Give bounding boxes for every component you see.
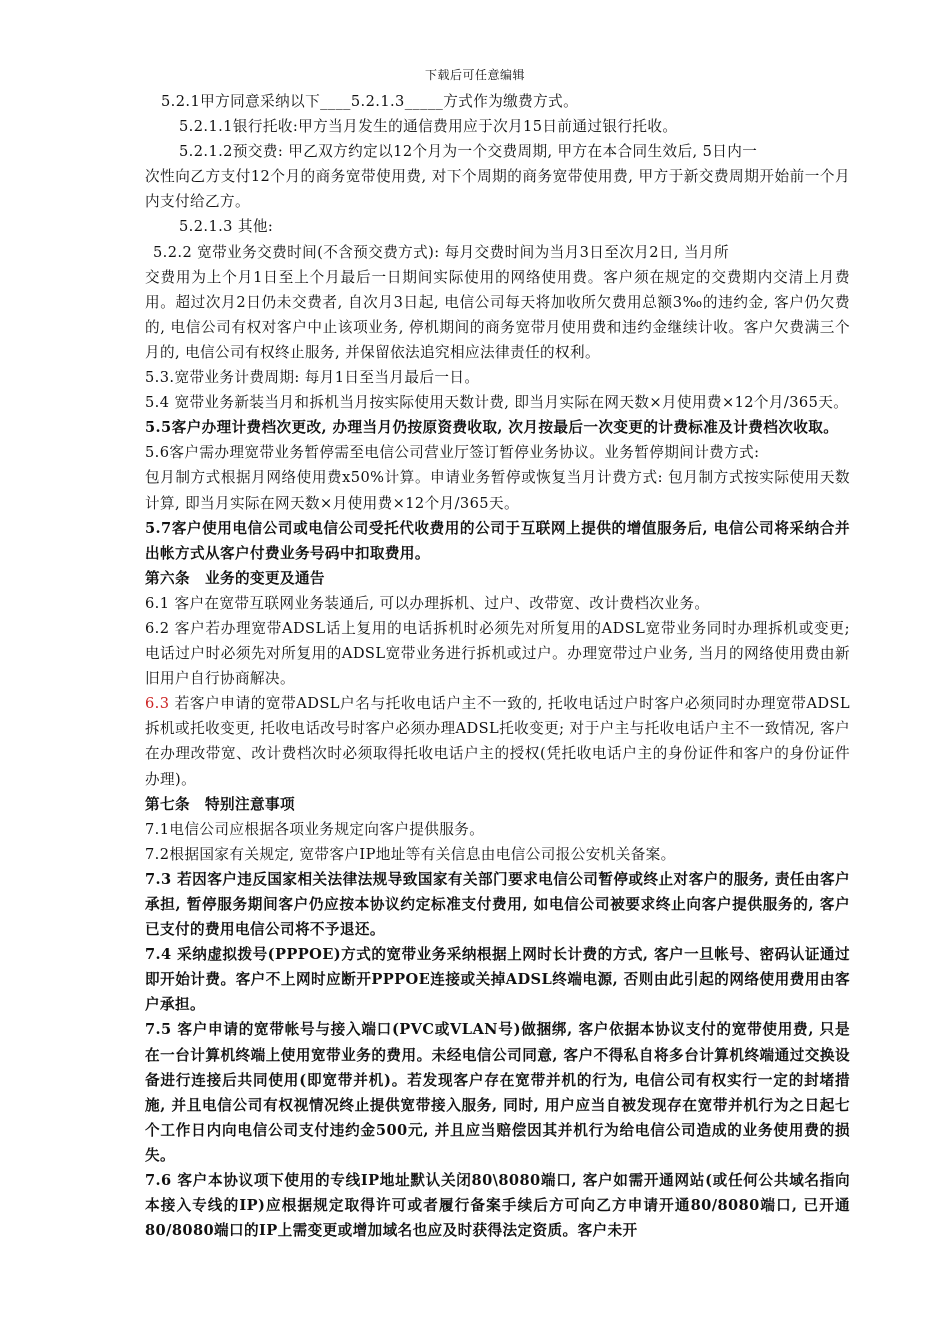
clause-text: 第六条 业务的变更及通告 <box>145 569 325 587</box>
clause-text: 5.4 宽带业务新装当月和拆机当月按实际使用天数计费, 即当月实际在网天数×月使用费×12个月/365天。 <box>145 394 849 412</box>
page-header: 下载后可任意编辑 <box>424 68 525 82</box>
clause-paragraph <box>145 440 850 465</box>
bold-clause <box>145 792 850 817</box>
clause-paragraph <box>145 465 850 515</box>
clause-paragraph <box>145 390 850 415</box>
clause-text: 5.6客户需办理宽带业务暂停需至电信公司营业厅签订暂停业务协议。业务暂停期间计费方式: <box>145 444 760 462</box>
clause-text: 包月制方式根据月网络使用费x50%计算。申请业务暂停或恢复当月计费方式: 包月制方式按实际使用天数计算, 即当月实际在网天数×月使用费×12个月/365天。 <box>145 469 850 512</box>
clause-paragraph <box>145 691 850 791</box>
clause-text: 5.2.1.2预交费: 甲乙双方约定以12个月为一个交费周期, 甲方在本合同生效后, 5日内一 <box>179 143 758 161</box>
clause-text: 6.2 客户若办理宽带ADSL话上复用的电话拆机时必须先对所复用的ADSL宽带业务同时办理拆机或变更; 电话过户时必须先对所复用的ADSL宽带业务进行拆机或过户。办理宽带过户业务, 当月的网络使用费由新旧用户自行协商解决。 <box>145 619 850 688</box>
clause-text: 5.2.2 宽带业务交费时间(不含预交费方式): 每月交费时间为当月3日至次月2日, 当月所 <box>153 243 729 261</box>
clause-paragraph <box>145 842 850 867</box>
bold-clause <box>145 415 850 440</box>
clause-text: 5.2.1甲方同意采纳以下____5.2.1.3_____方式作为缴费方式。 <box>161 93 579 110</box>
clause-paragraph <box>145 265 850 365</box>
clause-text: 6.1 客户在宽带互联网业务装通后, 可以办理拆机、过户、改带宽、改计费档次业务。 <box>145 594 710 612</box>
clause-text: 5.2.1.3 其他: <box>179 218 274 236</box>
clause-paragraph <box>145 365 850 390</box>
clause-paragraph <box>145 817 850 842</box>
clause-text: 第七条 特别注意事项 <box>145 795 295 813</box>
clause-paragraph <box>145 591 850 616</box>
clause-paragraph <box>145 616 850 691</box>
bold-clause <box>145 1168 850 1243</box>
clause-text: 交费用为上个月1日至上个月最后一日期间实际使用的网络使用费。客户须在规定的交费期内交清上月费用。超过次月2日仍未交费者, 自次月3日起, 电信公司每天将加收所欠费用总额3‰的违约金, 客户仍欠费的, 电信公司有权对客户中止该项业务, 停机期间的商务宽带月使用费和违约金继续计收。客户欠费满三个月的, 电信公司有权终止服务, 并保留依法追究相应法律责任的权利。 <box>145 268 850 361</box>
document-body <box>145 89 850 1243</box>
bold-clause <box>145 516 850 566</box>
clause-text: 次性向乙方支付12个月的商务宽带使用费, 对下个周期的商务宽带使用费, 甲方于新交费周期开始前一个月内支付给乙方。 <box>145 168 850 211</box>
clause-text: 7.3 若因客户违反国家相关法律法规导致国家有关部门要求电信公司暂停或终止对客户的服务, 责任由客户承担, 暂停服务期间客户仍应按本协议约定标准支付费用, 如电信公司被要求终止向客户提供服务的, 客户已支付的费用电信公司将不予退还。 <box>145 870 850 939</box>
clause-paragraph <box>145 139 850 164</box>
clause-paragraph <box>145 214 850 239</box>
clause-text: 5.2.1.1银行托收:甲方当月发生的通信费用应于次月15日前通过银行托收。 <box>179 118 678 136</box>
bold-clause <box>145 1017 850 1168</box>
bold-clause <box>145 566 850 591</box>
clause-text: 5.5客户办理计费档次更改, 办理当月仍按原资费收取, 次月按最后一次变更的计费标准及计费档次收取。 <box>145 419 839 437</box>
clause-text: 7.1电信公司应根据各项业务规定向客户提供服务。 <box>145 820 485 838</box>
clause-text: 7.6 客户本协议项下使用的专线IP地址默认关闭80\8080端口, 客户如需开通网站(或任何公共域名指向本接入专线的IP)应根据规定取得许可或者履行备案手续后方可向乙方申请开通80/8080端口, 已开通80/8080端口的IP上需变更或增加域名也应及时获得法定资质。客户未开 <box>145 1172 850 1240</box>
clause-text: 7.2根据国家有关规定, 宽带客户IP地址等有关信息由电信公司报公安机关备案。 <box>145 845 676 863</box>
clause-paragraph <box>145 164 850 214</box>
bold-clause <box>145 942 850 1017</box>
clause-text: 7.4 采纳虚拟拨号(PPPOE)方式的宽带业务采纳根据上网时长计费的方式, 客户一旦帐号、密码认证通过即开始计费。客户不上网时应断开PPPOE连接或关掉ADSL终端电源, 否则由此引起的网络使用费用由客户承担。 <box>145 946 850 1014</box>
clause-number-highlight: 6.3 <box>145 695 170 713</box>
clause-paragraph <box>145 114 850 139</box>
clause-paragraph <box>145 89 850 114</box>
clause-text: 7.5 客户申请的宽带帐号与接入端口(PVC或VLAN号)做捆绑, 客户依据本协议支付的宽带使用费, 只是在一台计算机终端上使用宽带业务的费用。未经电信公司同意, 客户不得私自将多台计算机终端通过交换设备进行连接后共同使用(即宽带并机)。若发现客户存在宽带并机的行为, 电信公司有权实行一定的封堵措施, 并且电信公司有权视情况终止提供宽带接入服务, 同时, 用户应当自被发现存在宽带并机行为之日起七个工作日内向电信公司支付违约金500元, 并且应当赔偿因其并机行为给电信公司造成的业务使用费的损失。 <box>145 1021 850 1164</box>
clause-paragraph <box>145 240 850 265</box>
bold-clause <box>145 867 850 942</box>
clause-text: 若客户申请的宽带ADSL户名与托收电话户主不一致的, 托收电话过户时客户必须同时办理宽带ADSL拆机或托收变更, 托收电话改号时客户必须办理ADSL托收变更; 对于户主与托收电话户主不一致情况, 客户在办理改带宽、改计费档次时必须取得托收电话户主的授权(凭托收电话户主的身份证件和客户的身份证件办理)。 <box>145 695 850 788</box>
clause-text: 5.7客户使用电信公司或电信公司受托代收费用的公司于互联网上提供的增值服务后, 电信公司将采纳合并出帐方式从客户付费业务号码中扣取费用。 <box>145 519 850 562</box>
clause-text: 5.3.宽带业务计费周期: 每月1日至当月最后一日。 <box>145 369 480 387</box>
